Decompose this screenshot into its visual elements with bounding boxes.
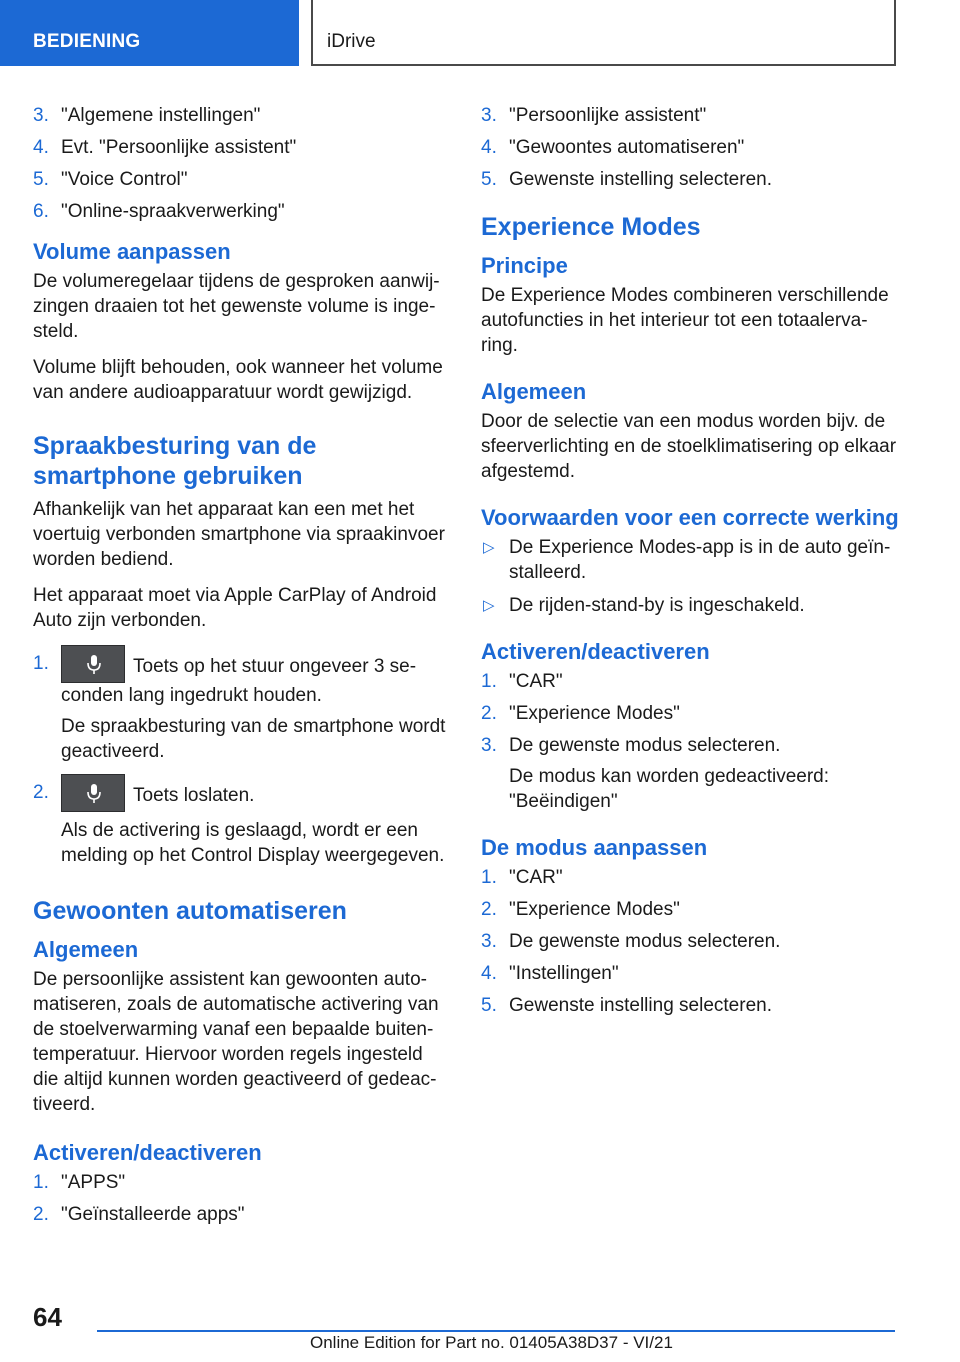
section-tab: BEDIENING [0,0,299,66]
steps-list-adjust [481,865,901,1018]
paragraph: Door de selectie van een modus worden bijv. de sfeerverlichting en de stoelklimatisering op elkaar afgestemd. [481,411,897,482]
list-item: 5. Gewenste instelling selecteren. [481,995,772,1016]
list-item: 3. De gewenste modus selecteren. [481,931,781,952]
heading-smartphone: Spraakbesturing van de smartphone gebruiken [33,432,317,490]
paragraph: Afhankelijk van het apparaat kan een met het voertuig verbonden smartphone via spraakinvoer worden bediend. [33,499,445,570]
microphone-button [61,774,125,812]
microphone-icon [86,655,102,675]
heading-general: Algemeen [481,379,587,404]
list-item: 3. "Persoonlijke assistent" [481,105,707,126]
paragraph: Het apparaat moet via Apple CarPlay of Android Auto zijn verbonden. [33,585,437,631]
right-column [481,103,901,1025]
list-item: 5. Gewenste instelling selecteren. [481,169,772,190]
list-item: 4. "Instellingen" [481,963,619,984]
list-item: 2. Toets loslaten. Als de activering is geslaagd, wordt er een melding op het Control Display weergegeven. [33,780,453,868]
list-item: 1. "APPS" [33,1172,126,1193]
list-item: 3. De gewenste modus selecteren. De modus kan worden gedeactiveerd: "Beëindigen" [481,735,830,812]
list-item: ▷ De rijden-stand-by is ingeschakeld. [483,595,805,616]
left-column [33,103,453,1234]
list-item: 5. "Voice Control" [33,169,188,190]
chapter-tab: iDrive [311,0,896,66]
steps-list-settings [33,103,453,224]
paragraph: De persoonlijke assistent kan gewoonten auto-matiseren, zoals de automatische activering van de stoelverwarming vanaf een bepaalde buiten-temperatuur. Hiervoor worden regels ingesteld die altijd kunnen worden geactiveerd of gedeac-tiveerd. [33,969,439,1115]
microphone-icon [86,784,102,804]
heading-experience-modes: Experience Modes [481,213,701,241]
heading-adjust-mode: De modus aanpassen [481,835,708,860]
list-item: 1. "CAR" [481,671,563,692]
heading-volume: Volume aanpassen [33,239,231,264]
heading-activate: Activeren/deactiveren [33,1140,262,1165]
heading-habits: Gewoonten automatiseren [33,897,347,925]
steps-list-mic [33,651,453,868]
steps-list-apps [33,1170,453,1227]
triangle-bullet-icon: ▷ [483,597,495,614]
page-header [0,0,960,66]
paragraph: Volume blijft behouden, ook wanneer het volume van andere audioapparatuur wordt gewijzigd. [33,357,443,403]
footer-divider [97,1330,895,1332]
list-item: ▷ De Experience Modes-app is in de auto geïn-stalleerd. [483,537,891,583]
list-item: 1. "CAR" [481,867,563,888]
heading-general: Algemeen [33,937,139,962]
steps-list-assistant [481,103,901,192]
triangle-bullet-icon: ▷ [483,539,495,556]
page-number: 64 [33,1302,62,1332]
list-item: 3. "Algemene instellingen" [33,105,261,126]
requirements-list [481,535,901,618]
list-item: 2. "Experience Modes" [481,703,680,724]
paragraph: De Experience Modes combineren verschillende autofuncties in het interieur tot een totaalerva-ring. [481,285,889,356]
list-item: 6. "Online-spraakverwerking" [33,201,285,222]
heading-principle: Principe [481,253,568,278]
list-item: 2. "Geïnstalleerde apps" [33,1204,245,1225]
list-item: 4. Evt. "Persoonlijke assistent" [33,137,297,158]
list-item: 2. "Experience Modes" [481,899,680,920]
microphone-button [61,645,125,683]
steps-list-activate [481,669,901,814]
edition-text: Online Edition for Part no. 01405A38D37 - VI/21 [310,1333,673,1352]
list-item: 1. Toets op het stuur ongeveer 3 se-conden lang ingedrukt houden. De spraakbesturing van de smartphone wordt geactiveerd. [33,651,453,764]
heading-requirements: Voorwaarden voor een correcte werking [481,505,899,530]
list-item: 4. "Gewoontes automatiseren" [481,137,745,158]
heading-activate: Activeren/deactiveren [481,639,710,664]
paragraph: De volumeregelaar tijdens de gesproken aanwij-zingen draaien tot het gewenste volume is inge-steld. [33,271,440,342]
